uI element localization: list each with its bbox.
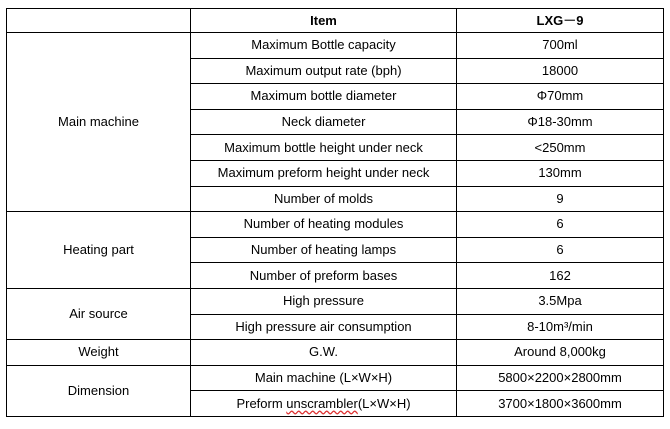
item-cell: G.W. bbox=[191, 340, 457, 366]
item-cell bbox=[191, 391, 457, 417]
item-cell: Number of preform bases bbox=[191, 263, 457, 289]
item-cell: Main machine (L×W×H) bbox=[191, 365, 457, 391]
value-cell: 6 bbox=[457, 237, 664, 263]
value-cell: 18000 bbox=[457, 58, 664, 84]
group-weight: Weight bbox=[7, 340, 191, 366]
value-cell: <250mm bbox=[457, 135, 664, 161]
header-model: LXG－9 bbox=[457, 9, 664, 33]
item-cell: Maximum output rate (bph) bbox=[191, 58, 457, 84]
table-row bbox=[7, 212, 664, 238]
value-cell: 3.5Mpa bbox=[457, 288, 664, 314]
value-cell: 3700×1800×3600mm bbox=[457, 391, 664, 417]
group-dimension: Dimension bbox=[7, 365, 191, 416]
spellcheck-underlined-word: unscrambler bbox=[286, 395, 358, 411]
value-cell: 9 bbox=[457, 186, 664, 212]
spec-table bbox=[6, 8, 664, 417]
value-cell: Φ18-30mm bbox=[457, 109, 664, 135]
value-cell: Φ70mm bbox=[457, 84, 664, 110]
group-main-machine: Main machine bbox=[7, 33, 191, 212]
item-cell: Number of molds bbox=[191, 186, 457, 212]
group-air-source: Air source bbox=[7, 288, 191, 339]
item-cell: Neck diameter bbox=[191, 109, 457, 135]
value-cell: 700ml bbox=[457, 33, 664, 59]
group-heating-part: Heating part bbox=[7, 212, 191, 289]
item-suffix: (L×W×H) bbox=[357, 395, 411, 411]
item-cell: Maximum bottle height under neck bbox=[191, 135, 457, 161]
header-category bbox=[7, 9, 191, 33]
item-cell: High pressure bbox=[191, 288, 457, 314]
item-cell: Maximum Bottle capacity bbox=[191, 33, 457, 59]
table-row bbox=[7, 365, 664, 391]
header-item: Item bbox=[191, 9, 457, 33]
item-cell: High pressure air consumption bbox=[191, 314, 457, 340]
table-row bbox=[7, 288, 664, 314]
value-cell: Around 8,000kg bbox=[457, 340, 664, 366]
value-cell: 6 bbox=[457, 212, 664, 238]
table-row bbox=[7, 33, 664, 59]
item-cell: Maximum bottle diameter bbox=[191, 84, 457, 110]
value-cell: 5800×2200×2800mm bbox=[457, 365, 664, 391]
item-cell: Number of heating modules bbox=[191, 212, 457, 238]
item-prefix: Preform bbox=[236, 395, 287, 411]
item-cell: Number of heating lamps bbox=[191, 237, 457, 263]
value-cell: 162 bbox=[457, 263, 664, 289]
header-row bbox=[7, 9, 664, 33]
table-row bbox=[7, 340, 664, 366]
item-cell: Maximum preform height under neck bbox=[191, 160, 457, 186]
value-cell: 8-10m³/min bbox=[457, 314, 664, 340]
value-cell: 130mm bbox=[457, 160, 664, 186]
